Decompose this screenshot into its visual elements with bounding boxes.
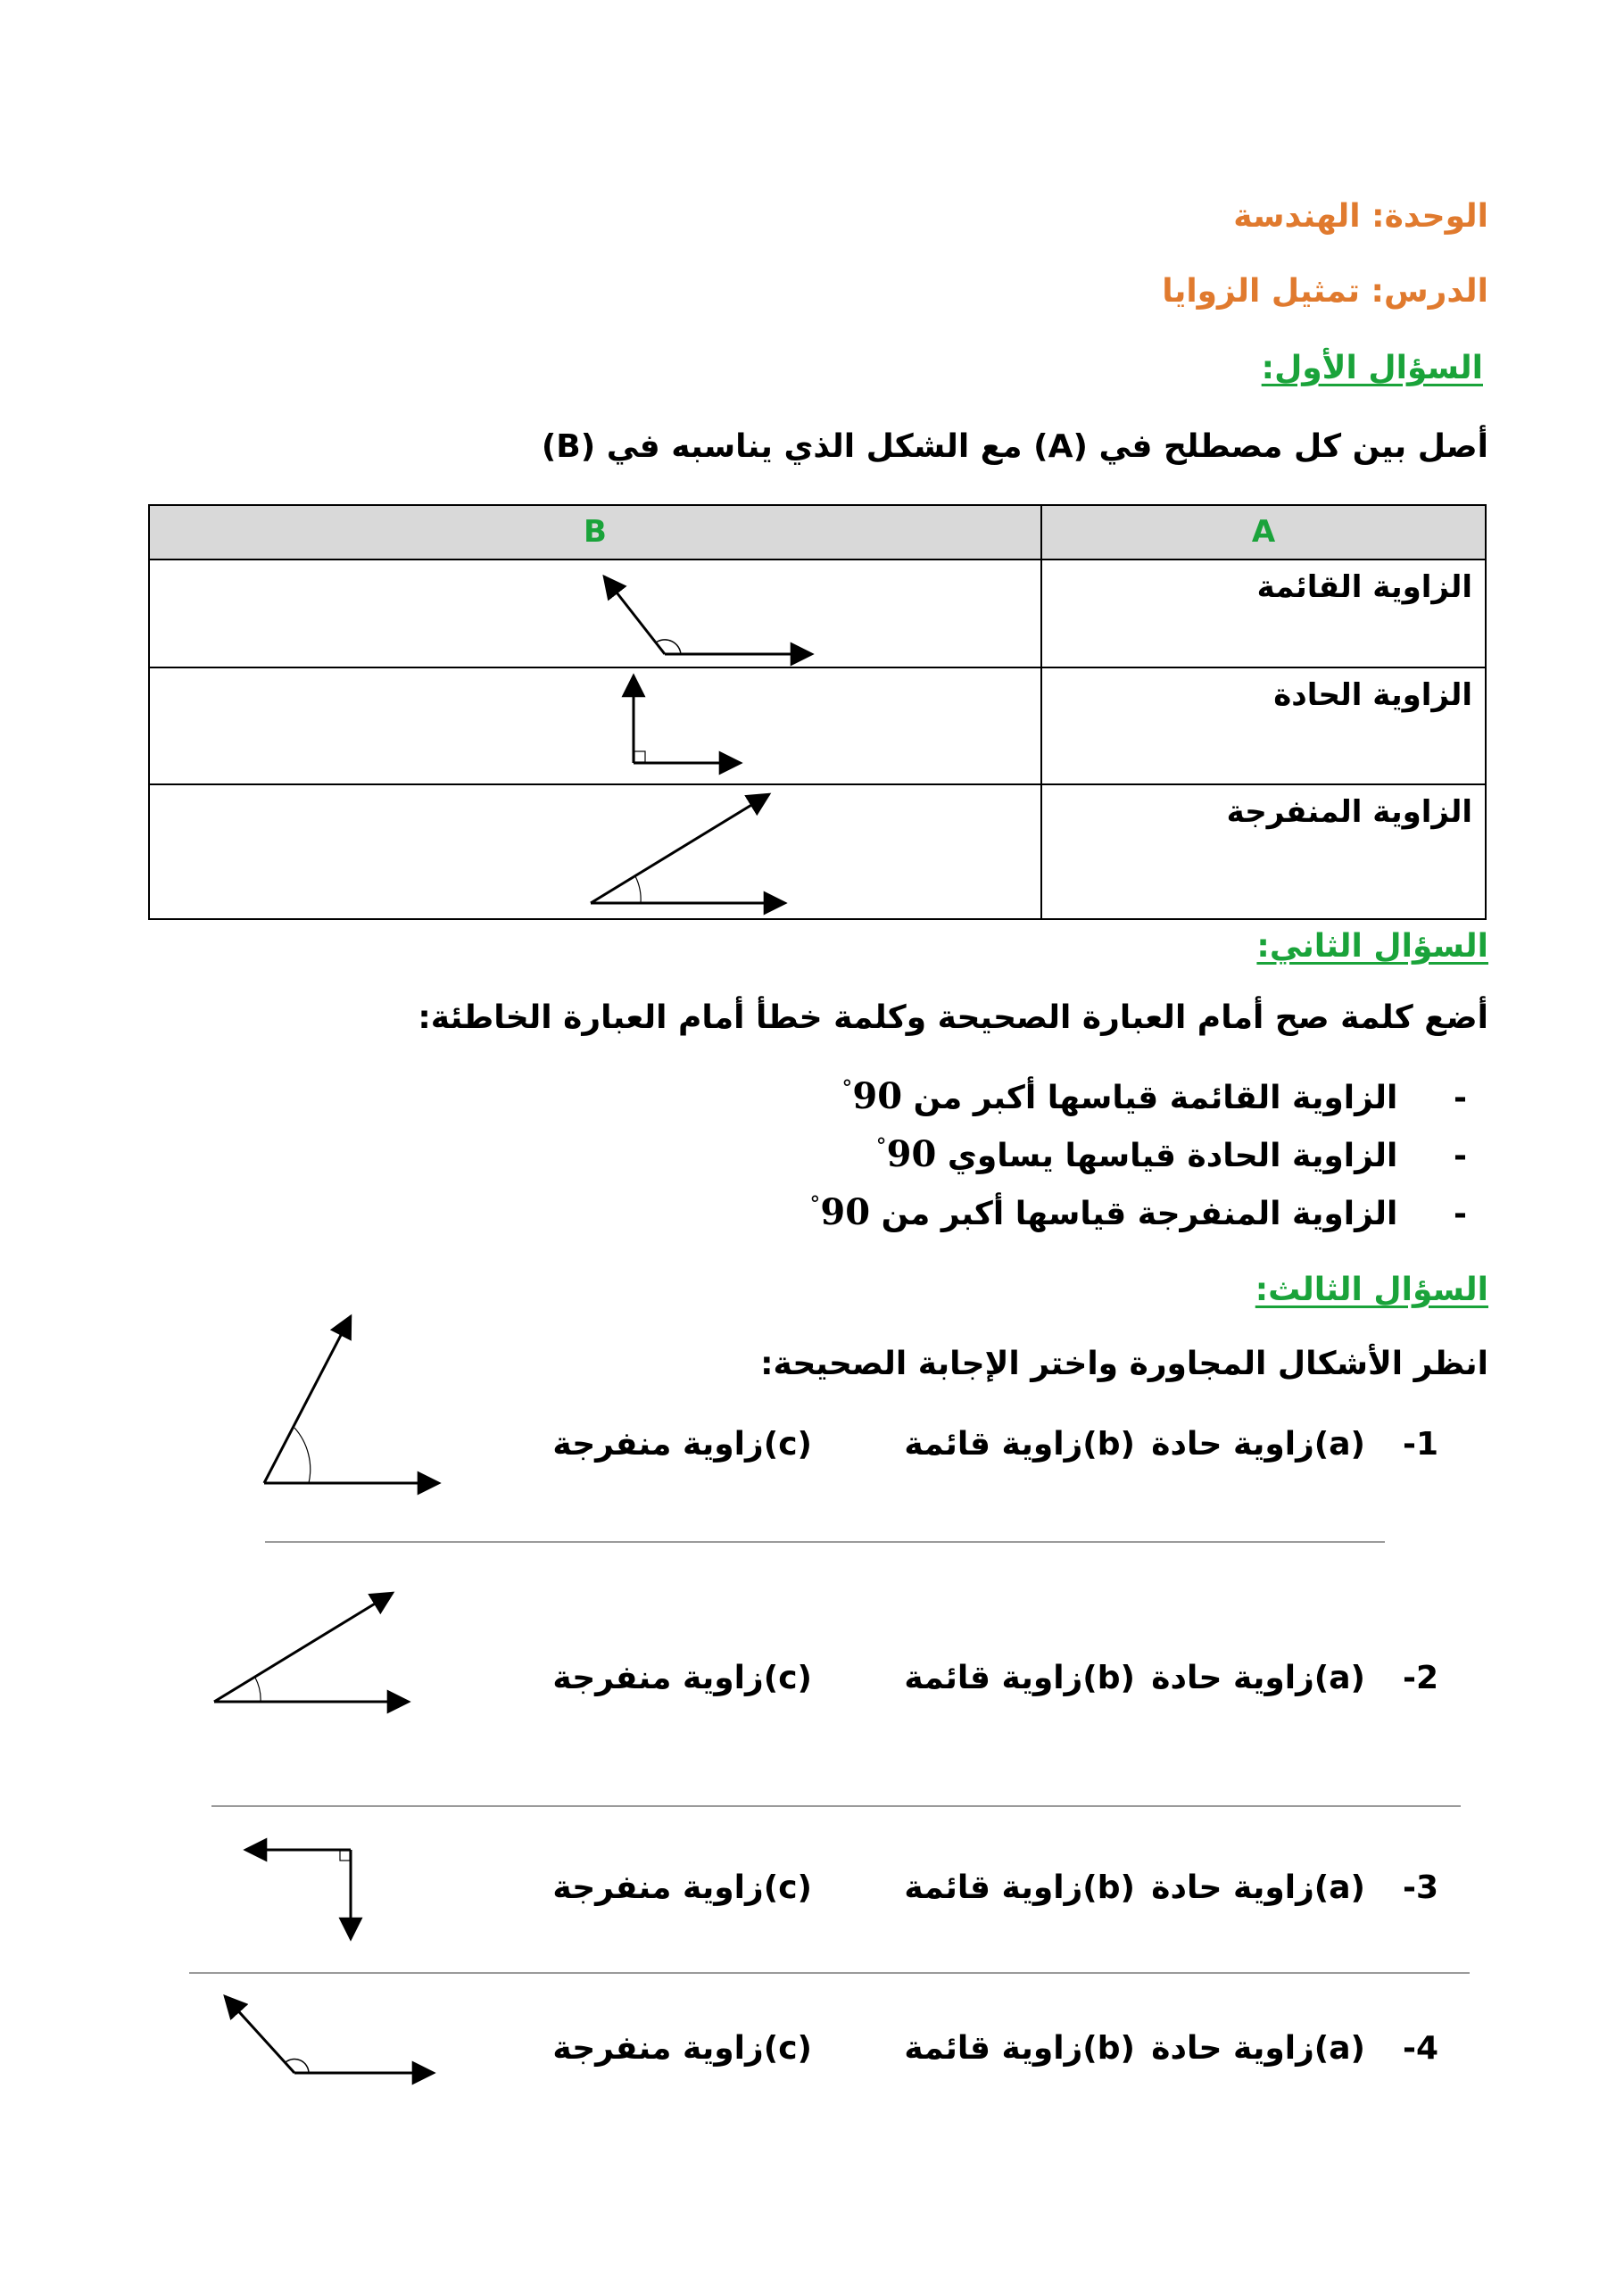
option-b[interactable]: (b)زاوية قائمة [904,1426,1135,1463]
question-number: 1- [1402,1426,1438,1463]
option-a[interactable]: (a)زاوية حادة [1151,1660,1365,1696]
q3-instruction: انظر الأشكال المجاورة واختر الإجابة الصحيحة: [760,1346,1488,1382]
question-number: 2- [1402,1660,1438,1696]
acute-angle-shape-q1 [264,1316,439,1483]
statement-bullet: - [1454,1138,1467,1174]
option-b[interactable]: (b)زاوية قائمة [904,1869,1135,1906]
degree-sign: ° [841,1075,853,1101]
statement-bullet: - [1454,1080,1467,1116]
statement-text: الزاوية الحادة قياسها يساوي [947,1138,1398,1174]
statement-text: الزاوية المنفرجة قياسها أكبر من [881,1196,1398,1232]
term-acute-angle: الزاوية الحادة [1041,667,1486,784]
q2-title: السؤال الثاني: [1256,928,1488,965]
option-c[interactable]: (c)زاوية منفرجة [552,2030,812,2067]
option-a[interactable]: (a)زاوية حادة [1151,1426,1365,1463]
q1-title: السؤال الأول: [1261,350,1483,386]
option-b[interactable]: (b)زاوية قائمة [904,1660,1135,1696]
degree-sign: ° [875,1133,887,1159]
statement-bullet: - [1454,1196,1467,1232]
lesson-title: الدرس: تمثيل الزوايا [1162,273,1488,310]
q2-instruction: أضع كلمة صح أمام العبارة الصحيحة وكلمة خطأ أمام العبارة الخاطئة: [418,999,1488,1036]
acute-angle-shape-q2 [214,1593,409,1702]
q1-instruction: أصل بين كل مصطلح في (A) مع الشكل الذي يناسبه في (B) [541,428,1488,465]
option-c[interactable]: (c)زاوية منفرجة [552,1869,812,1906]
right-angle-shape-q3 [245,1850,351,1939]
statement-text: الزاوية القائمة قياسها أكبر من [913,1080,1398,1116]
term-obtuse-angle: الزاوية المنفرجة [1041,784,1486,919]
question-number: 3- [1402,1869,1438,1906]
column-a-header: A [1041,505,1486,559]
option-b[interactable]: (b)زاوية قائمة [904,2030,1135,2067]
degree-sign: ° [809,1191,821,1217]
q3-title: السؤال الثالث: [1255,1272,1488,1308]
column-b-header: B [149,505,1041,559]
statement-value: 90 [852,1075,903,1117]
option-c[interactable]: (c)زاوية منفرجة [552,1426,812,1463]
option-a[interactable]: (a)زاوية حادة [1151,2030,1365,2067]
unit-title: الوحدة: الهندسة [1233,198,1488,235]
question-number: 4- [1402,2030,1438,2067]
statement-value: 90 [820,1191,871,1233]
option-c[interactable]: (c)زاوية منفرجة [552,1660,812,1696]
obtuse-angle-shape-q4 [225,1996,434,2073]
option-a[interactable]: (a)زاوية حادة [1151,1869,1365,1906]
term-right-angle: الزاوية القائمة [1041,559,1486,667]
statement-value: 90 [886,1133,937,1175]
